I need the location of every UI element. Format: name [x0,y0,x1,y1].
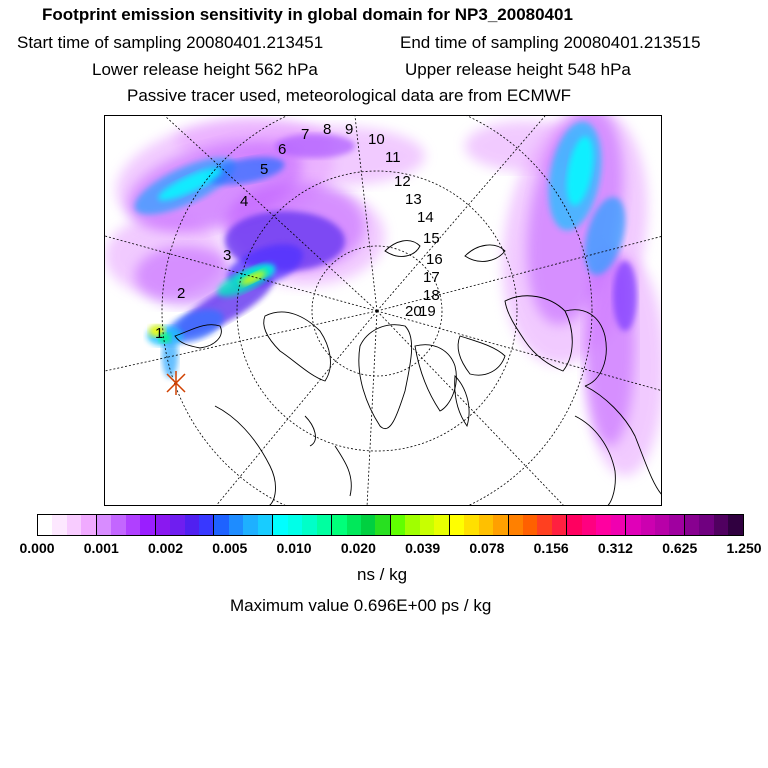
trajectory-label: 20 [405,303,422,320]
colorbar-segment [464,515,478,535]
colorbar-segment [111,515,125,535]
colorbar-segment [509,515,523,535]
colorbar-tick-label: 0.020 [340,540,376,556]
colorbar-segment [52,515,66,535]
colorbar-segment [38,515,52,535]
colorbar-tick-label: 0.010 [276,540,312,556]
colorbar-unit: ns / kg [357,565,408,584]
colorbar-segment [596,515,610,535]
colorbar-segment [479,515,493,535]
colorbar-tick-label: 0.000 [19,540,55,556]
trajectory-label: 18 [423,287,440,304]
colorbar-segment [67,515,81,535]
colorbar-segment [288,515,302,535]
trajectory-label: 10 [368,131,385,148]
colorbar-segment [140,515,155,535]
colorbar-segment [699,515,713,535]
trajectory-label: 5 [260,161,269,178]
map-canvas [105,116,662,506]
colorbar-segment [361,515,375,535]
trajectory-label: 14 [417,209,434,226]
start-time: Start time of sampling 20080401.213451 [17,33,324,52]
trajectory-label: 3 [223,247,232,264]
colorbar-segment [81,515,96,535]
trajectory-label: 8 [323,121,332,138]
colorbar-segment [229,515,243,535]
trajectory-label: 6 [278,141,287,158]
colorbar-segment [185,515,199,535]
trajectory-label: 16 [426,251,443,268]
colorbar-segment [523,515,537,535]
colorbar-segment [391,515,405,535]
plume-cell [613,261,637,331]
end-time: End time of sampling 20080401.213515 [400,33,701,52]
colorbar-segment [582,515,596,535]
trajectory-label: 19 [419,303,436,320]
map-plot [104,115,662,506]
tracer-info: Passive tracer used, meteorological data are from ECMWF [127,86,572,105]
colorbar-segment [214,515,228,535]
colorbar-segment [302,515,316,535]
plume-cell [275,134,355,158]
colorbar-segment [611,515,626,535]
colorbar-segment [332,515,346,535]
colorbar-tick-label: 1.250 [726,540,762,556]
trajectory-label: 11 [385,149,401,166]
trajectory-label: 17 [423,269,440,286]
trajectory-label: 9 [345,121,354,138]
colorbar-segment [655,515,669,535]
trajectory-label: 7 [301,126,310,143]
colorbar-segment [199,515,214,535]
meridian [367,311,377,506]
colorbar-segment [537,515,551,535]
colorbar-segment [450,515,464,535]
colorbar-segment [273,515,287,535]
colorbar-segment [347,515,361,535]
colorbar-segment [375,515,390,535]
meridian [215,311,377,506]
colorbar-segment [567,515,581,535]
colorbar-segment [728,515,742,535]
colorbar-segment [434,515,449,535]
colorbar-segment [685,515,699,535]
trajectory-label: 15 [423,230,440,247]
trajectory-label: 13 [405,191,422,208]
maximum-value: Maximum value 0.696E+00 ps / kg [230,596,492,615]
colorbar-segment [714,515,728,535]
colorbar-segment [626,515,640,535]
trajectory-label: 4 [240,193,249,210]
colorbar-tick-label: 0.039 [405,540,441,556]
trajectory-label: 2 [177,285,186,302]
colorbar-segment [669,515,684,535]
colorbar-tick-label: 0.312 [597,540,633,556]
colorbar-segment [170,515,184,535]
colorbar-tick-label: 0.002 [148,540,184,556]
colorbar-tick-label: 0.078 [469,540,505,556]
colorbar-segment [126,515,140,535]
colorbar-segment [405,515,419,535]
lower-height: Lower release height 562 hPa [92,60,318,79]
upper-height: Upper release height 548 hPa [405,60,631,79]
colorbar-segment [552,515,567,535]
colorbar [37,514,744,536]
plume-layer [105,116,662,476]
colorbar-segment [243,515,257,535]
colorbar-ticks [0,540,768,560]
colorbar-tick-label: 0.156 [533,540,569,556]
colorbar-segment [420,515,434,535]
colorbar-segment [317,515,332,535]
colorbar-tick-label: 0.005 [212,540,248,556]
colorbar-tick-label: 0.001 [83,540,119,556]
colorbar-segment [493,515,508,535]
colorbar-segment [641,515,655,535]
colorbar-segment [97,515,111,535]
colorbar-tick-label: 0.625 [662,540,698,556]
chart-title: Footprint emission sensitivity in global domain for NP3_20080401 [42,5,573,24]
colorbar-segment [156,515,170,535]
trajectory-label: 12 [394,173,411,190]
colorbar-segment [258,515,273,535]
trajectory-label: 1 [155,325,164,342]
